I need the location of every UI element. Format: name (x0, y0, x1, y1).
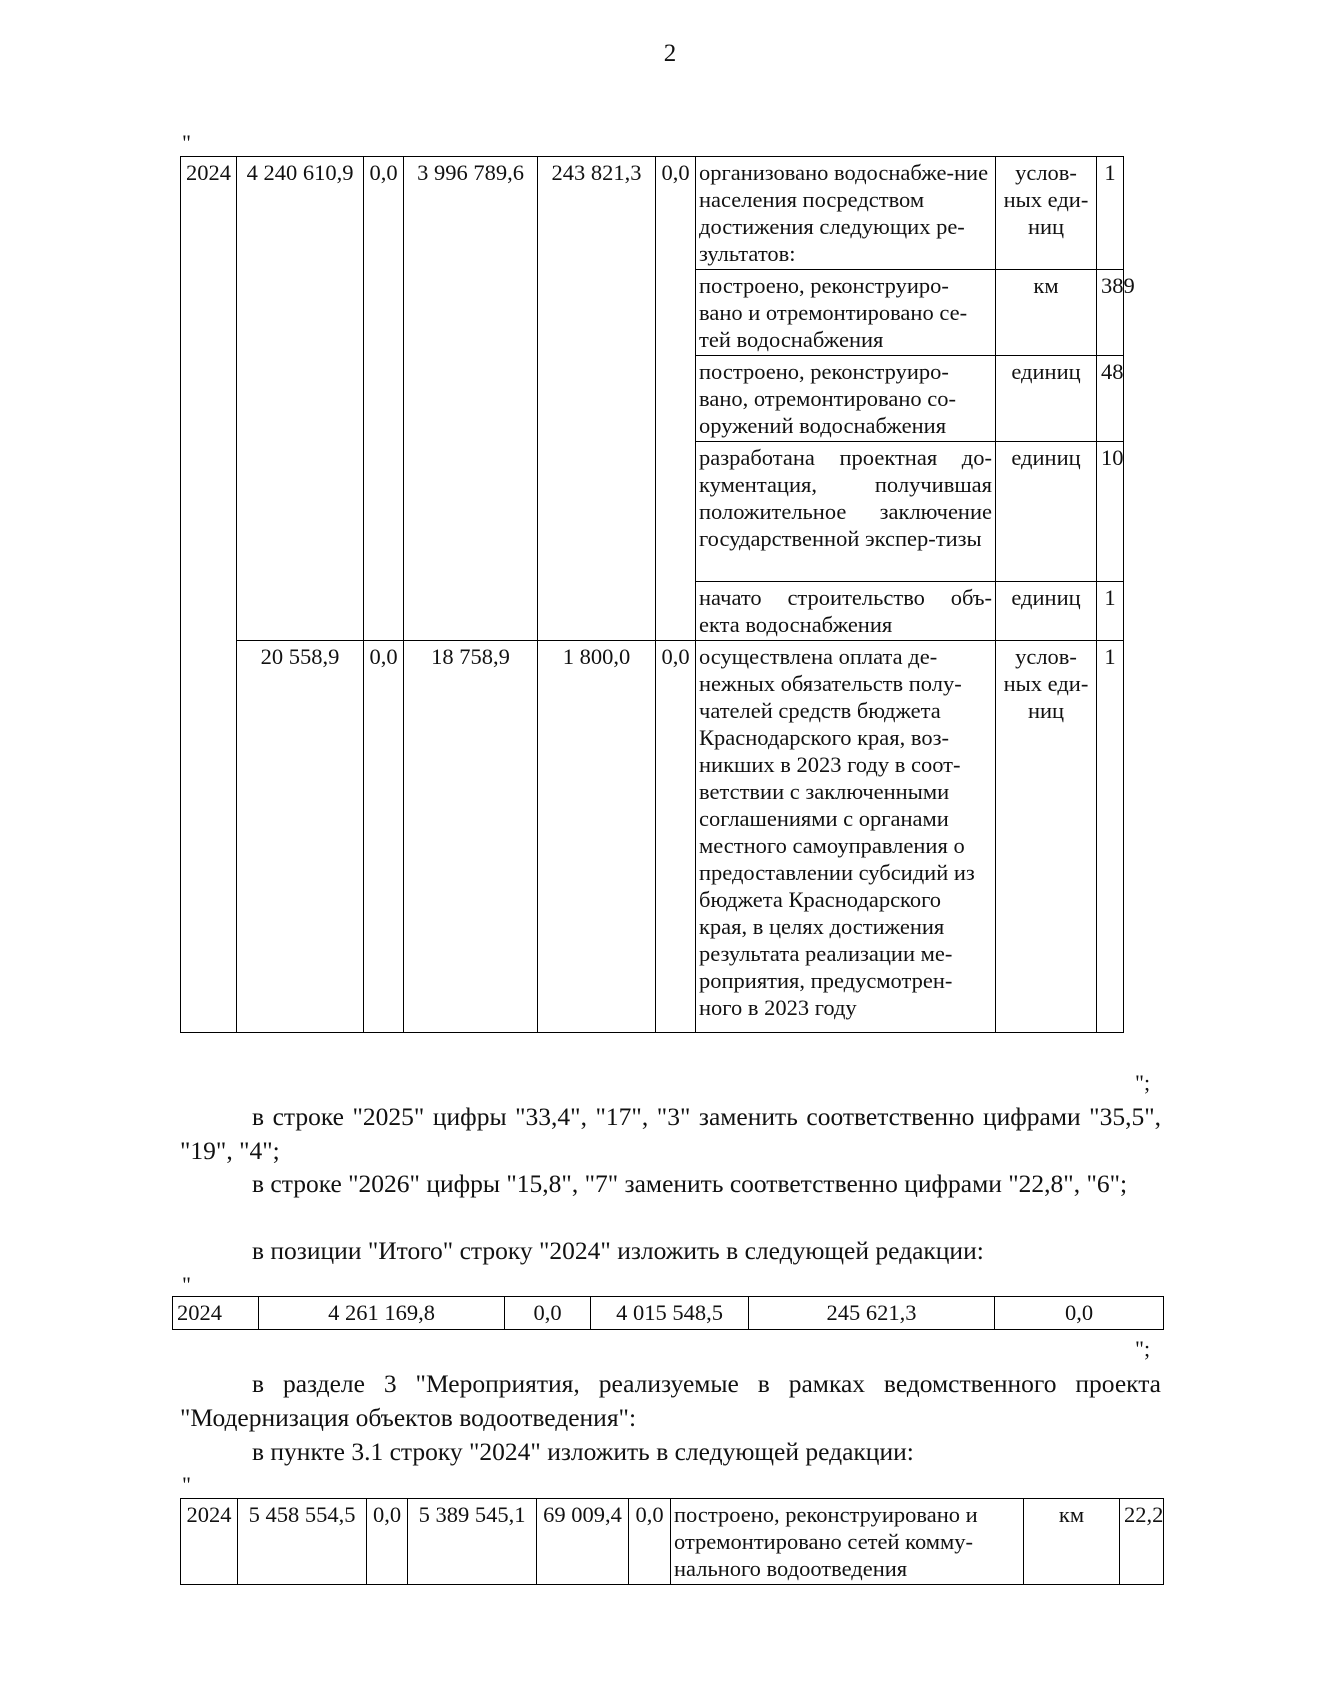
regional-cell: 3 996 789,6 (404, 157, 538, 641)
result-unit: единиц (996, 356, 1097, 442)
result-unit: единиц (996, 582, 1097, 641)
result-text: построено, реконструиро-вано, отремонтировано со-оружений водоснабжения (696, 356, 996, 442)
open-quote-1: " (182, 130, 191, 155)
table-row (181, 641, 1124, 1033)
result-value: 1 (1097, 641, 1124, 1033)
other-cell: 0,0 (656, 157, 696, 641)
federal-cell: 0,0 (505, 1297, 591, 1330)
year-cell: 2024 (181, 157, 237, 1033)
result-text: построено, реконструировано и отремонтировано сетей комму-нального водоотведения (671, 1499, 1024, 1585)
paragraph-item-3-1: в пункте 3.1 строку "2024" изложить в следующей редакции: (252, 1437, 914, 1466)
result-unit: услов-ных еди-ниц (996, 641, 1097, 1033)
table-row (173, 1297, 1164, 1330)
result-value: 1 (1097, 157, 1124, 270)
year-cell: 2024 (173, 1297, 259, 1330)
result-unit: услов-ных еди-ниц (996, 157, 1097, 270)
result-unit: км (1024, 1499, 1120, 1585)
result-text: организовано водоснабже-ние населения посредством достижения следующих ре-зультатов: (696, 157, 996, 270)
funding-table-2024 (180, 156, 1135, 1033)
federal-cell: 0,0 (364, 641, 404, 1033)
result-value: 10 (1097, 442, 1124, 582)
open-quote-2: " (182, 1272, 191, 1297)
table-row (181, 1499, 1164, 1585)
paragraph-section-3: в разделе 3 "Мероприятия, реализуемые в рамках ведомственного проекта "Модернизация объектов водоотведения": (180, 1369, 1161, 1432)
federal-cell: 0,0 (364, 157, 404, 641)
paragraph-itogo: в позиции "Итого" строку "2024" изложить в следующей редакции: (252, 1236, 984, 1265)
result-text: начато строительство объ-екта водоснабжения (696, 582, 996, 641)
local-cell: 1 800,0 (538, 641, 656, 1033)
other-cell: 0,0 (995, 1297, 1164, 1330)
drainage-table-2024 (180, 1498, 1164, 1585)
other-cell: 0,0 (656, 641, 696, 1033)
paragraph-2026-row: в строке "2026" цифры "15,8", "7" заменить соответственно цифрами "22,8", "6"; (252, 1169, 1128, 1198)
result-unit: единиц (996, 442, 1097, 582)
total-cell: 20 558,9 (237, 641, 364, 1033)
result-value: 389 (1097, 270, 1124, 356)
close-quote-1: "; (1135, 1070, 1151, 1095)
federal-cell: 0,0 (367, 1499, 408, 1585)
total-cell: 4 240 610,9 (237, 157, 364, 641)
itogo-table-2024 (172, 1296, 1164, 1330)
open-quote-3: " (182, 1472, 191, 1497)
result-unit: км (996, 270, 1097, 356)
other-cell: 0,0 (629, 1499, 671, 1585)
page-number: 2 (663, 40, 677, 67)
local-cell: 245 621,3 (749, 1297, 995, 1330)
regional-cell: 18 758,9 (404, 641, 538, 1033)
result-value: 22,2 (1120, 1499, 1164, 1585)
paragraph-2025-row: в строке "2025" цифры "33,4", "17", "3" заменить соответственно цифрами "35,5", "19", "4"; (180, 1102, 1161, 1165)
regional-cell: 5 389 545,1 (408, 1499, 537, 1585)
result-value: 1 (1097, 582, 1124, 641)
local-cell: 69 009,4 (537, 1499, 629, 1585)
local-cell: 243 821,3 (538, 157, 656, 641)
total-cell: 4 261 169,8 (259, 1297, 505, 1330)
result-text: разработана проектная до-кументация, получившая положительное заключение государственной экспер-тизы (696, 442, 996, 582)
year-cell: 2024 (181, 1499, 238, 1585)
result-value: 48 (1097, 356, 1124, 442)
table-row (181, 157, 1124, 270)
total-cell: 5 458 554,5 (238, 1499, 367, 1585)
close-quote-2: "; (1135, 1336, 1151, 1361)
result-text: осуществлена оплата де-нежных обязательств полу-чателей средств бюджета Краснодарского края, воз-никших в 2023 году в соот-ветствии с заключенными соглашениями с органами местного самоуправления о предоставлении субсидий из бюджета Краснодарского края, в целях достижения результата реализации ме-роприятия, предусмотрен-ного в 2023 году (696, 641, 996, 1033)
regional-cell: 4 015 548,5 (591, 1297, 749, 1330)
result-text: построено, реконструиро-вано и отремонтировано се-тей водоснабжения (696, 270, 996, 356)
